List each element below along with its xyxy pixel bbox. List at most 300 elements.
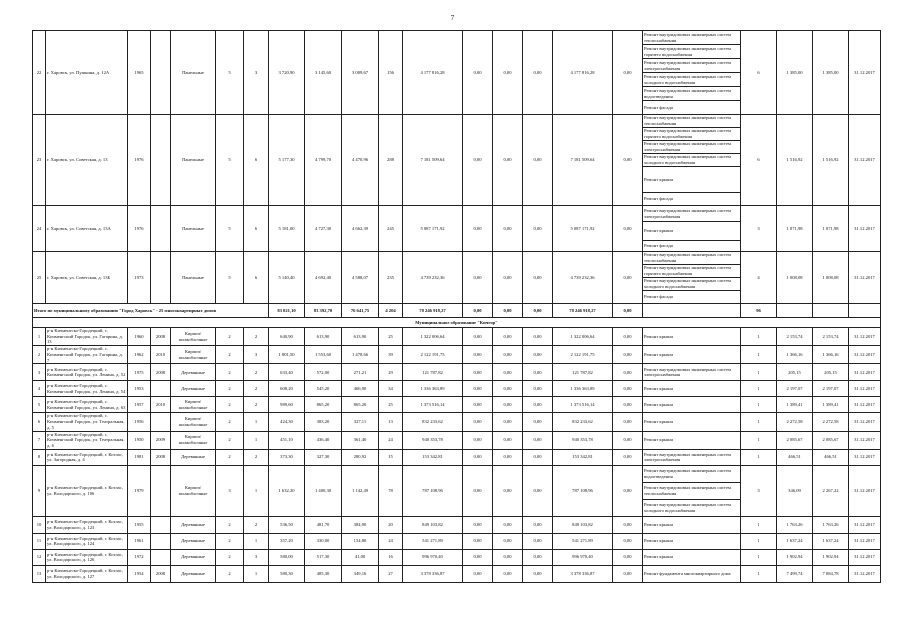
table-cell: 0,00 xyxy=(613,449,643,465)
table-cell: 2 xyxy=(244,328,269,346)
table-cell: Ремонт внутридомовых инженерных систем холодного водоснабжения xyxy=(643,154,741,167)
table-cell: 2 085,67 xyxy=(777,431,813,449)
table-cell: 4 739 232,36 xyxy=(403,252,463,304)
table-cell: 0,00 xyxy=(613,381,643,397)
table-cell: 7 181 509,64 xyxy=(403,115,463,206)
table-cell: 205,15 xyxy=(777,364,813,381)
table-cell xyxy=(643,304,741,318)
table-cell: 31.12.2017 xyxy=(849,516,881,533)
table-cell: 0,00 xyxy=(523,31,553,115)
table-cell: Панельные xyxy=(171,206,216,252)
table-cell: 24 xyxy=(33,206,46,252)
table-cell: 2 xyxy=(216,397,244,413)
table-cell: 39 xyxy=(379,346,403,364)
table-cell xyxy=(151,413,171,431)
table-cell: 1 xyxy=(741,549,777,565)
table-cell: 436,40 xyxy=(305,431,342,449)
table-cell: Ремонт фасада xyxy=(643,291,741,304)
table-cell: 346,09 xyxy=(777,465,813,516)
table-cell: 1 008,08 xyxy=(813,252,849,304)
table-cell: 0,00 xyxy=(613,465,643,516)
table-cell: 1954 xyxy=(128,565,151,582)
table-cell: 536,50 xyxy=(269,516,305,533)
table-cell: 271,21 xyxy=(342,364,379,381)
table-cell: г. Харовск, ул. Советская, д. 13А xyxy=(46,206,128,252)
table-cell: Деревянные xyxy=(171,549,216,565)
table-cell: 1965 xyxy=(128,31,151,115)
table-row xyxy=(33,465,881,482)
table-cell: 121 787,82 xyxy=(403,364,463,381)
table-cell: 5 087 171,92 xyxy=(553,206,613,252)
table-cell: 327,30 xyxy=(305,449,342,465)
table-cell: 0,00 xyxy=(493,549,523,565)
table-cell: 0,00 xyxy=(493,304,523,318)
table-cell: 41,00 xyxy=(342,549,379,565)
table-cell: 1 xyxy=(244,565,269,582)
table-cell: 0,00 xyxy=(613,328,643,346)
table-cell: 849 103,82 xyxy=(403,516,463,533)
table-cell: 2 197,07 xyxy=(813,381,849,397)
table-cell: 15 xyxy=(379,449,403,465)
table-cell: 22 xyxy=(33,31,46,115)
table-cell: 2 xyxy=(216,328,244,346)
table-cell: 466,90 xyxy=(342,381,379,397)
table-cell: 23 xyxy=(33,115,46,206)
table-cell: 0,00 xyxy=(613,516,643,533)
table-cell: 1950 xyxy=(128,431,151,449)
table-cell: 0,00 xyxy=(493,381,523,397)
table-cell xyxy=(777,304,813,318)
table-cell: 2 xyxy=(216,565,244,582)
table-row xyxy=(33,449,881,465)
table-cell xyxy=(151,252,171,304)
table-cell: 0,00 xyxy=(463,533,493,549)
table-cell: 349,16 xyxy=(342,565,379,582)
table-cell: 3 378 336,87 xyxy=(553,565,613,582)
table-cell: 0,00 xyxy=(463,516,493,533)
table-row xyxy=(33,318,881,328)
table-cell: 633,40 xyxy=(269,364,305,381)
table-cell: 466,51 xyxy=(777,449,813,465)
table-cell: 0,00 xyxy=(613,206,643,252)
table-cell: 0,00 xyxy=(523,431,553,449)
table-cell: 7 084,78 xyxy=(813,565,849,582)
table-cell: 940 353,78 xyxy=(553,431,613,449)
table-row xyxy=(33,413,881,431)
table-cell: 0,00 xyxy=(463,381,493,397)
table-cell: 5 177,30 xyxy=(269,115,305,206)
table-row xyxy=(33,252,881,265)
table-cell: 2 272,58 xyxy=(813,413,849,431)
table-cell: 373,30 xyxy=(269,449,305,465)
table-cell: 3 xyxy=(244,346,269,364)
table-cell: 25 xyxy=(379,328,403,346)
table-cell: 1 xyxy=(741,328,777,346)
table-cell: 31.12.2017 xyxy=(849,206,881,252)
table-cell: 3 xyxy=(244,31,269,115)
table-cell: 996 970,40 xyxy=(403,549,463,565)
table-cell: 1 553,60 xyxy=(305,346,342,364)
table-cell: Ремонт внутридомовых инженерных систем электроснабжения xyxy=(643,449,741,465)
table-cell: Ремонт крыши xyxy=(643,397,741,413)
table-cell: 0,00 xyxy=(613,364,643,381)
table-cell: Ремонт крыши xyxy=(643,431,741,449)
table-cell: р-н Кичменгско-Городецкий, г. Котлас, ул. Володарского, д. 123 xyxy=(46,516,128,533)
table-cell: 787 108,96 xyxy=(403,465,463,516)
table-cell: 1 637,24 xyxy=(813,533,849,549)
table-cell: 78 246 918,27 xyxy=(403,304,463,318)
table-cell: 6 xyxy=(244,115,269,206)
table-cell: 0,00 xyxy=(613,346,643,364)
table-cell: 245 xyxy=(379,206,403,252)
table-cell: 4 xyxy=(33,381,46,397)
table-row xyxy=(33,31,881,45)
table-cell: 280,92 xyxy=(342,449,379,465)
table-cell: 3 145,60 xyxy=(305,31,342,115)
table-cell: 153 342,81 xyxy=(553,449,613,465)
table-cell: 13 xyxy=(379,413,403,431)
table-cell: 1962 xyxy=(128,346,151,364)
table-cell: 12 xyxy=(33,549,46,565)
table-cell: Кирпич/ шлакоблочные xyxy=(171,465,216,516)
table-row xyxy=(33,328,881,346)
table-cell: 0,00 xyxy=(493,465,523,516)
table-cell: 1 xyxy=(741,397,777,413)
table-row xyxy=(33,364,881,381)
table-cell: 2 272,58 xyxy=(777,413,813,431)
table-cell: 78 246 918,27 xyxy=(553,304,613,318)
table-cell: 7 xyxy=(33,431,46,449)
table-cell: Ремонт крыши xyxy=(643,222,741,241)
table-cell: 0,00 xyxy=(523,115,553,206)
table-cell: 31.12.2017 xyxy=(849,431,881,449)
table-cell: 5 181,00 xyxy=(269,206,305,252)
table-cell: 832 233,62 xyxy=(553,413,613,431)
table-cell xyxy=(151,206,171,252)
table-cell: 1 008,08 xyxy=(777,252,813,304)
table-cell: 1 763,26 xyxy=(777,516,813,533)
table-cell: 608,20 xyxy=(269,381,305,397)
table-cell: 481,70 xyxy=(305,516,342,533)
table-cell: 3 xyxy=(33,364,46,381)
table-cell: Ремонт внутридомовых инженерных систем теплоснабжения xyxy=(643,252,741,265)
table-cell: 0,00 xyxy=(523,346,553,364)
table-cell: 989,60 xyxy=(269,397,305,413)
table-cell: Кирпич/ шлакоблочные xyxy=(171,431,216,449)
table-cell: 0,00 xyxy=(523,413,553,431)
table-cell: Деревянные xyxy=(171,533,216,549)
table-cell: 1 366,16 xyxy=(813,346,849,364)
table-cell: 31.12.2017 xyxy=(849,115,881,206)
table-cell: 0,00 xyxy=(463,328,493,346)
table-cell: 0,00 xyxy=(523,252,553,304)
table-cell: 1961 xyxy=(128,533,151,549)
table-cell: 580,30 xyxy=(269,565,305,582)
table-cell xyxy=(151,115,171,206)
table-cell: 2 085,67 xyxy=(813,431,849,449)
table-cell: 83 392,70 xyxy=(305,304,342,318)
table-cell: 4 799,70 xyxy=(305,115,342,206)
table-cell: 1 xyxy=(741,381,777,397)
table-cell: 0,00 xyxy=(493,115,523,206)
table-cell: 0,00 xyxy=(493,346,523,364)
table-cell: 0,00 xyxy=(613,431,643,449)
table-cell: 0,00 xyxy=(613,549,643,565)
table-cell: р-н Кичменгско-Городецкий, г. Котлас, ул. Загородная, д. 4 xyxy=(46,449,128,465)
table-cell: Кирпич/ шлакоблочные xyxy=(171,346,216,364)
table-cell: 0,00 xyxy=(493,449,523,465)
table-cell: 31.12.2017 xyxy=(849,381,881,397)
table-cell: 205,15 xyxy=(813,364,849,381)
table-cell: Итого по муниципальному образованию "Город Харовск" - 25 многоквартирных домов xyxy=(33,304,269,318)
table-cell: 31.12.2017 xyxy=(849,346,881,364)
table-cell: 2 xyxy=(216,431,244,449)
table-cell: 466,51 xyxy=(813,449,849,465)
table-cell: 1 xyxy=(741,346,777,364)
table-cell: 31.12.2017 xyxy=(849,549,881,565)
table-cell: 4 727,30 xyxy=(305,206,342,252)
table-cell: 2008 xyxy=(151,449,171,465)
table-cell: 2 153,74 xyxy=(813,328,849,346)
table-cell: 940 353,78 xyxy=(403,431,463,449)
housing-repair-table xyxy=(32,30,881,583)
table-cell: 0,00 xyxy=(463,346,493,364)
table-cell: Ремонт внутридомовых инженерных систем теплоснабжения xyxy=(643,31,741,45)
table-cell: 1 xyxy=(741,431,777,449)
table-cell: 2 153,74 xyxy=(777,328,813,346)
table-row xyxy=(33,115,881,128)
table-cell: Ремонт крыши xyxy=(643,533,741,549)
table-cell: 1 801,50 xyxy=(269,346,305,364)
table-cell: 1 516,92 xyxy=(777,115,813,206)
table-cell: 384,90 xyxy=(342,516,379,533)
table-cell: 0,00 xyxy=(613,413,643,431)
table-cell: 1 366,16 xyxy=(777,346,813,364)
table-cell: 1 373 516,14 xyxy=(553,397,613,413)
table-cell: Ремонт внутридомовых инженерных систем теплоснабжения xyxy=(643,115,741,128)
table-cell: 288 xyxy=(379,115,403,206)
table-cell: 31.12.2017 xyxy=(849,565,881,582)
table-cell: р-н Кичменгско-Городецкий, г. Котлас, ул. Володарского, д. 124 xyxy=(46,533,128,549)
table-cell: 0,00 xyxy=(463,31,493,115)
table-cell: 1 389,41 xyxy=(777,397,813,413)
table-cell: 0,00 xyxy=(613,31,643,115)
table-cell: 5 087 171,92 xyxy=(403,206,463,252)
table-cell: Панельные xyxy=(171,115,216,206)
table-row xyxy=(33,346,881,364)
table-cell: 787 108,96 xyxy=(553,465,613,516)
table-cell: 0,00 xyxy=(613,397,643,413)
table-cell: 0,00 xyxy=(493,252,523,304)
table-cell: 613,90 xyxy=(305,328,342,346)
table-cell: 1 071,98 xyxy=(777,206,813,252)
table-cell: Панельные xyxy=(171,31,216,115)
table-cell: 1 xyxy=(741,364,777,381)
table-cell: 1972 xyxy=(128,549,151,565)
table-cell: 13 xyxy=(33,565,46,582)
table-cell: 10 xyxy=(33,516,46,533)
table-cell: 4 470,96 xyxy=(342,115,379,206)
table-cell: 1 336 363,89 xyxy=(403,381,463,397)
page-number: 7 xyxy=(450,14,455,22)
table-cell: Панельные xyxy=(171,252,216,304)
table-cell: Кирпич/ шлакоблочные xyxy=(171,397,216,413)
table-cell: 31.12.2017 xyxy=(849,397,881,413)
table-cell: г. Харовск, ул. Советская, д. 13Б xyxy=(46,252,128,304)
table-cell xyxy=(151,381,171,397)
table-cell: 865,20 xyxy=(305,397,342,413)
table-cell: Ремонт внутридомовых инженерных систем горячего водоснабжения xyxy=(643,128,741,141)
table-cell: Деревянные xyxy=(171,565,216,582)
table-cell: Деревянные xyxy=(171,381,216,397)
table-cell: 0,00 xyxy=(523,397,553,413)
table-cell: 0,00 xyxy=(493,413,523,431)
table-cell: 4 692,40 xyxy=(305,252,342,304)
table-cell: 5 xyxy=(216,115,244,206)
table-cell: Ремонт внутридомовых инженерных систем холодного водоснабжения xyxy=(643,73,741,87)
table-cell: 31.12.2017 xyxy=(849,465,881,516)
table-cell: 6 xyxy=(33,413,46,431)
table-cell: Ремонт крыши xyxy=(643,346,741,364)
table-cell: 31.12.2017 xyxy=(849,413,881,431)
table-cell xyxy=(151,516,171,533)
table-cell: р-н Кичменгско-Городецкий, г. Котлас, ул. Володарского, д. 106 xyxy=(46,465,128,516)
table-cell: 2008 xyxy=(151,328,171,346)
table-cell: 96 xyxy=(741,304,777,318)
table-cell: 0,00 xyxy=(463,413,493,431)
table-cell: Ремонт внутридомовых инженерных систем горячего водоснабжения xyxy=(643,45,741,59)
table-cell: 0,00 xyxy=(463,115,493,206)
table-cell: 361,40 xyxy=(342,431,379,449)
table-cell: 1 516,92 xyxy=(813,115,849,206)
table-cell: 1 632,20 xyxy=(269,465,305,516)
table-cell: Кирпич/ шлакоблочные xyxy=(171,328,216,346)
table-cell: Ремонт внутридомовых инженерных систем водоотведения xyxy=(643,465,741,482)
table-row xyxy=(33,431,881,449)
table-cell: 6 xyxy=(244,252,269,304)
table-cell: 3 xyxy=(216,465,244,516)
table-cell: г. Харовск, ул. Советская, д. 13 xyxy=(46,115,128,206)
table-cell: 1976 xyxy=(128,206,151,252)
table-cell: 3 378 336,87 xyxy=(403,565,463,582)
table-cell: 2 xyxy=(244,397,269,413)
table-cell: р-н Кичменгско-Городецкий, г. Котлас, ул. Володарского, д. 126 xyxy=(46,549,128,565)
table-cell: 541 271,89 xyxy=(553,533,613,549)
table-cell: 2 xyxy=(244,364,269,381)
table-cell: 1 xyxy=(244,431,269,449)
table-cell: 1 322 006,64 xyxy=(403,328,463,346)
table-cell: 1 902,94 xyxy=(777,549,813,565)
table-cell: 4 204 xyxy=(379,304,403,318)
table-cell: 31.12.2017 xyxy=(849,533,881,549)
table-cell xyxy=(151,549,171,565)
table-cell: 1 xyxy=(741,565,777,582)
table-cell: 0,00 xyxy=(613,304,643,318)
table-cell: 2 122 191,75 xyxy=(403,346,463,364)
table-cell: 996 970,40 xyxy=(553,549,613,565)
table-cell: Кирпич/ шлакоблочные xyxy=(171,413,216,431)
table-cell: Ремонт внутридомовых инженерных систем горячего водоснабжения xyxy=(643,265,741,278)
table-cell: Ремонт внутридомовых инженерных систем электроснабжения xyxy=(643,141,741,154)
table-cell: р-н Кичменгско-Городецкий, с. Кичменгский Городок, ул. Гагарина, д. 7 xyxy=(46,346,128,364)
table-cell: 2 267,22 xyxy=(813,465,849,516)
table-cell: г. Харовск, ул. Пушкина, д. 12А xyxy=(46,31,128,115)
table-cell: 613,90 xyxy=(342,328,379,346)
table-cell: 0,00 xyxy=(493,565,523,582)
table-cell: 2008 xyxy=(151,364,171,381)
table-cell: 2 xyxy=(216,364,244,381)
table-cell: 517,30 xyxy=(305,549,342,565)
table-cell: Ремонт крыши xyxy=(643,167,741,193)
table-cell: 451,10 xyxy=(269,431,305,449)
table-cell: 327,11 xyxy=(342,413,379,431)
table-row xyxy=(33,206,881,222)
table-cell: 3 xyxy=(741,465,777,516)
table-cell: 1979 xyxy=(128,465,151,516)
table-cell: Деревянные xyxy=(171,516,216,533)
table-cell: 3 720,90 xyxy=(269,31,305,115)
table-cell: 121 787,82 xyxy=(553,364,613,381)
table-cell: 2 xyxy=(216,346,244,364)
table-cell: р-н Кичменгско-Городецкий, с. Кичменгский Городок, ул. Ленина, д. 63 xyxy=(46,397,128,413)
table-cell: р-н Кичменгско-Городецкий, г. Котлас, ул. Володарского, д. 127 xyxy=(46,565,128,582)
table-cell: 7 499,74 xyxy=(777,565,813,582)
table-cell: 1 xyxy=(741,413,777,431)
table-cell: 865,20 xyxy=(342,397,379,413)
table-cell: 0,00 xyxy=(463,364,493,381)
table-cell: 849 103,82 xyxy=(553,516,613,533)
table-cell: р-н Кичменгско-Городецкий, с. Кичменгский Городок, ул. Театральная, д. 5 xyxy=(46,413,128,431)
table-cell: 0,00 xyxy=(463,397,493,413)
table-cell: 0,00 xyxy=(463,465,493,516)
table-cell: Ремонт фасада xyxy=(643,101,741,115)
table-cell: 2 xyxy=(216,516,244,533)
table-cell: 1 478,66 xyxy=(342,346,379,364)
table-cell: 4 739 232,36 xyxy=(553,252,613,304)
table-row xyxy=(33,381,881,397)
table-cell: 1 142,49 xyxy=(342,465,379,516)
table-cell: 9 xyxy=(33,465,46,516)
table-cell: 0,00 xyxy=(463,431,493,449)
table-cell: 0,00 xyxy=(493,31,523,115)
table-cell: Ремонт фундамента многоквартирного дома xyxy=(643,565,741,582)
table-cell: 4 xyxy=(741,252,777,304)
table-row xyxy=(33,516,881,533)
table-cell: 0,00 xyxy=(463,549,493,565)
table-cell: Ремонт внутридомовых инженерных систем электроснабжения xyxy=(643,59,741,73)
table-cell: Ремонт фасада xyxy=(643,193,741,206)
table-cell: 0,00 xyxy=(613,565,643,582)
table-cell: 2 xyxy=(216,381,244,397)
table-cell: Ремонт внутридомовых инженерных систем холодного водоснабжения xyxy=(643,278,741,291)
table-cell: 541 271,89 xyxy=(403,533,463,549)
table-cell: 1 xyxy=(244,413,269,431)
table-cell: 330,00 xyxy=(305,533,342,549)
table-cell: 1 385,00 xyxy=(777,31,813,115)
table-cell: Ремонт внутридомовых инженерных систем холодного водоснабжения xyxy=(643,499,741,516)
table-cell: 31.12.2017 xyxy=(849,364,881,381)
table-cell: 424,30 xyxy=(269,413,305,431)
table-cell: 0,00 xyxy=(463,449,493,465)
table-cell: 0,00 xyxy=(523,465,553,516)
table-cell: 1 373 516,14 xyxy=(403,397,463,413)
table-cell: 3 xyxy=(244,549,269,565)
table-cell: 5 xyxy=(216,206,244,252)
table-cell: Муниципальное образование "Кичгор" xyxy=(33,318,881,328)
table-cell: 1 400,30 xyxy=(305,465,342,516)
table-cell: 572,00 xyxy=(305,364,342,381)
table-cell: 78 xyxy=(379,465,403,516)
